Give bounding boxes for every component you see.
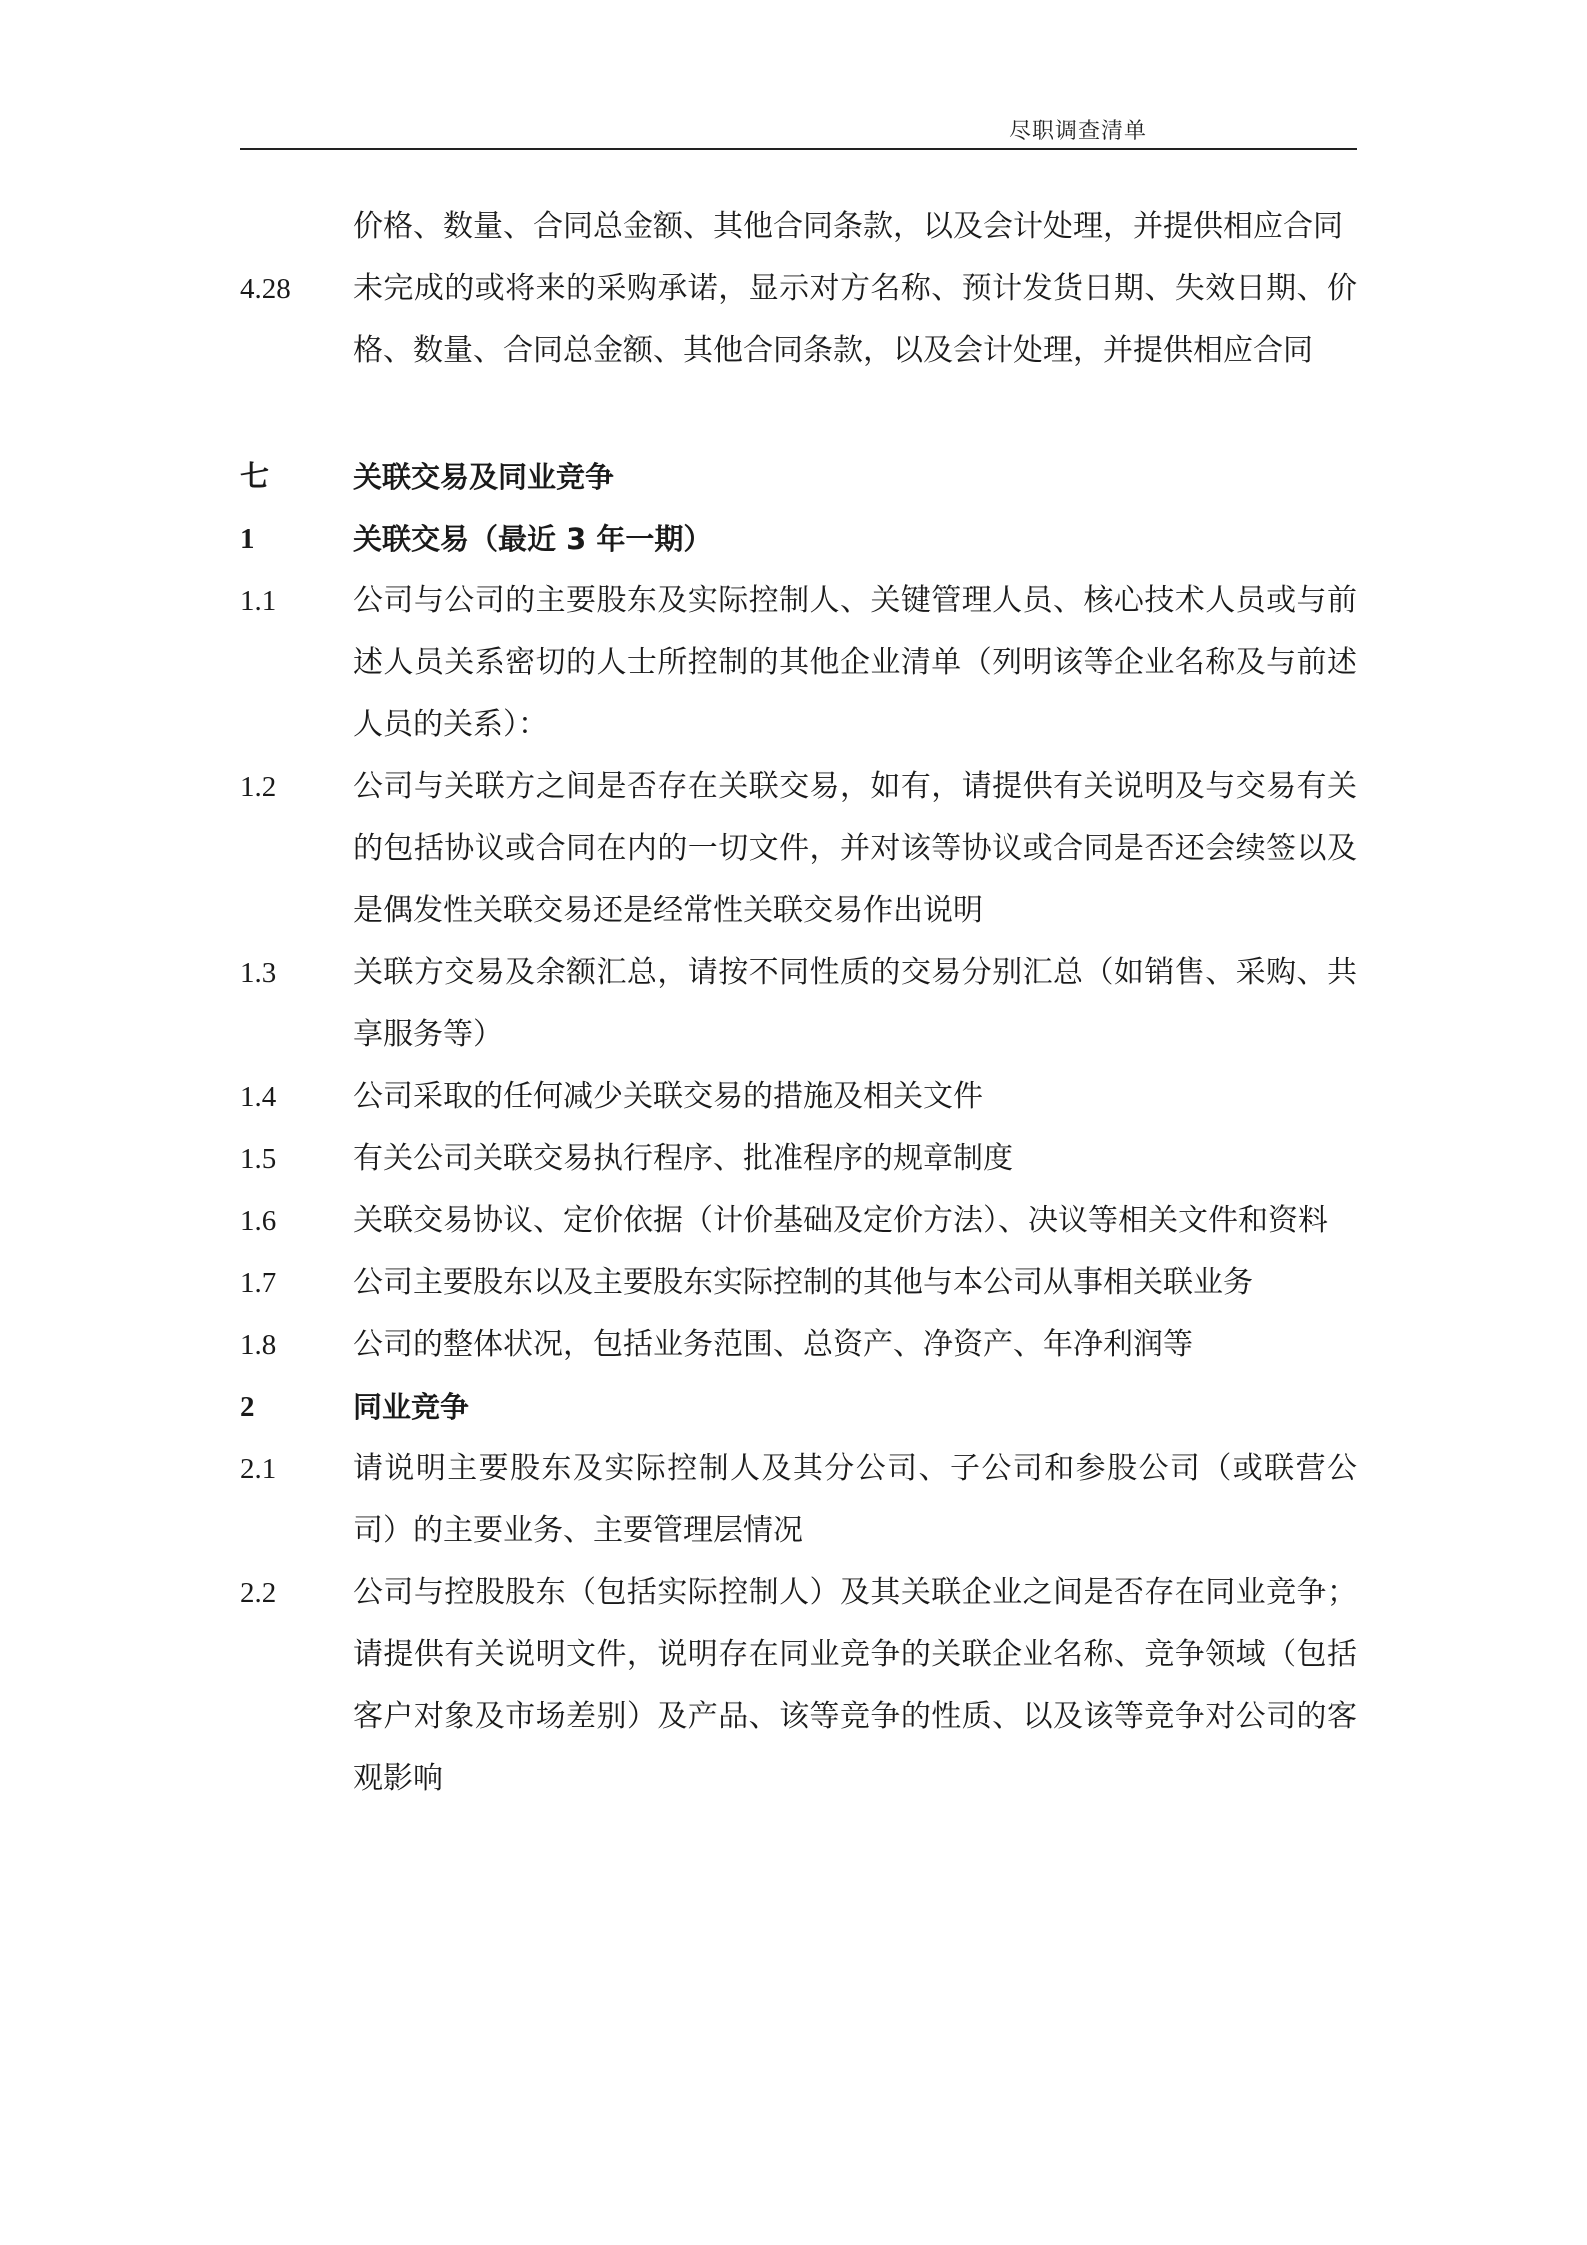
section-heading — [240, 1376, 1357, 1438]
item-text: 请说明主要股东及实际控制人及其分公司、子公司和参股公司（或联营公司）的主要业务、主要管理层情况 — [353, 1451, 1357, 1548]
item-number: 1.5 — [240, 1143, 277, 1175]
item-text: 公司与关联方之间是否存在关联交易，如有，请提供有关说明及与交易有关的包括协议或合同在内的一切文件，并对该等协议或合同是否还会续签以及是偶发性关联交易还是经常性关联交易作出说明 — [353, 769, 1357, 928]
item-text: 公司与公司的主要股东及实际控制人、关键管理人员、核心技术人员或与前述人员关系密切的人士所控制的其他企业清单（列明该等企业名称及与前述人员的关系）： — [353, 583, 1357, 742]
checklist-item — [240, 1128, 1357, 1190]
checklist-item — [240, 1562, 1357, 1810]
checklist-item — [240, 1190, 1357, 1252]
item-number: 1.7 — [240, 1267, 277, 1299]
item-text: 公司采取的任何减少关联交易的措施及相关文件 — [353, 1079, 983, 1114]
item-number: 2.1 — [240, 1453, 277, 1485]
checklist-item — [240, 196, 1357, 258]
section-heading — [240, 446, 1357, 508]
item-number: 1.1 — [240, 585, 277, 617]
item-text: 公司与控股股东（包括实际控制人）及其关联企业之间是否存在同业竞争；请提供有关说明文件，说明存在同业竞争的关联企业名称、竞争领域（包括客户对象及市场差别）及产品、该等竞争的性质、以及该等竞争对公司的客观影响 — [353, 1575, 1357, 1796]
item-text: 同业竞争 — [353, 1390, 470, 1424]
item-number: 1.6 — [240, 1205, 277, 1237]
item-number: 1.3 — [240, 957, 277, 989]
item-text: 关联交易及同业竞争 — [353, 460, 615, 494]
checklist-item — [240, 1252, 1357, 1314]
document-body — [240, 196, 1357, 1810]
checklist-item — [240, 570, 1357, 756]
item-number: 七 — [240, 461, 270, 493]
checklist-item — [240, 942, 1357, 1066]
item-number: 1.2 — [240, 771, 277, 803]
item-text: 关联交易协议、定价依据（计价基础及定价方法）、决议等相关文件和资料 — [353, 1203, 1328, 1238]
item-text: 关联方交易及余额汇总，请按不同性质的交易分别汇总（如销售、采购、共享服务等） — [353, 955, 1357, 1052]
item-number: 4.28 — [240, 273, 291, 305]
section-heading — [240, 508, 1357, 570]
item-text: 公司主要股东以及主要股东实际控制的其他与本公司从事相关联业务 — [353, 1265, 1253, 1300]
item-text: 公司的整体状况，包括业务范围、总资产、净资产、年净利润等 — [353, 1327, 1193, 1362]
page-header — [240, 112, 1357, 150]
checklist-item — [240, 1314, 1357, 1376]
item-text: 关联交易（最近 3 年一期） — [353, 522, 713, 556]
section-spacer — [240, 382, 1357, 446]
item-text: 有关公司关联交易执行程序、批准程序的规章制度 — [353, 1141, 1013, 1176]
item-number: 2 — [240, 1391, 255, 1423]
item-number: 1 — [240, 523, 255, 555]
checklist-item — [240, 756, 1357, 942]
checklist-item — [240, 1438, 1357, 1562]
item-number: 1.4 — [240, 1081, 277, 1113]
item-number: 2.2 — [240, 1577, 277, 1609]
item-number: 1.8 — [240, 1329, 277, 1361]
checklist-item — [240, 1066, 1357, 1128]
item-text: 价格、数量、合同总金额、其他合同条款，以及会计处理，并提供相应合同 — [353, 209, 1343, 244]
header-title: 尽职调查清单 — [1008, 119, 1147, 144]
item-text: 未完成的或将来的采购承诺，显示对方名称、预计发货日期、失效日期、价格、数量、合同总金额、其他合同条款，以及会计处理，并提供相应合同 — [353, 271, 1357, 368]
checklist-item — [240, 258, 1357, 382]
